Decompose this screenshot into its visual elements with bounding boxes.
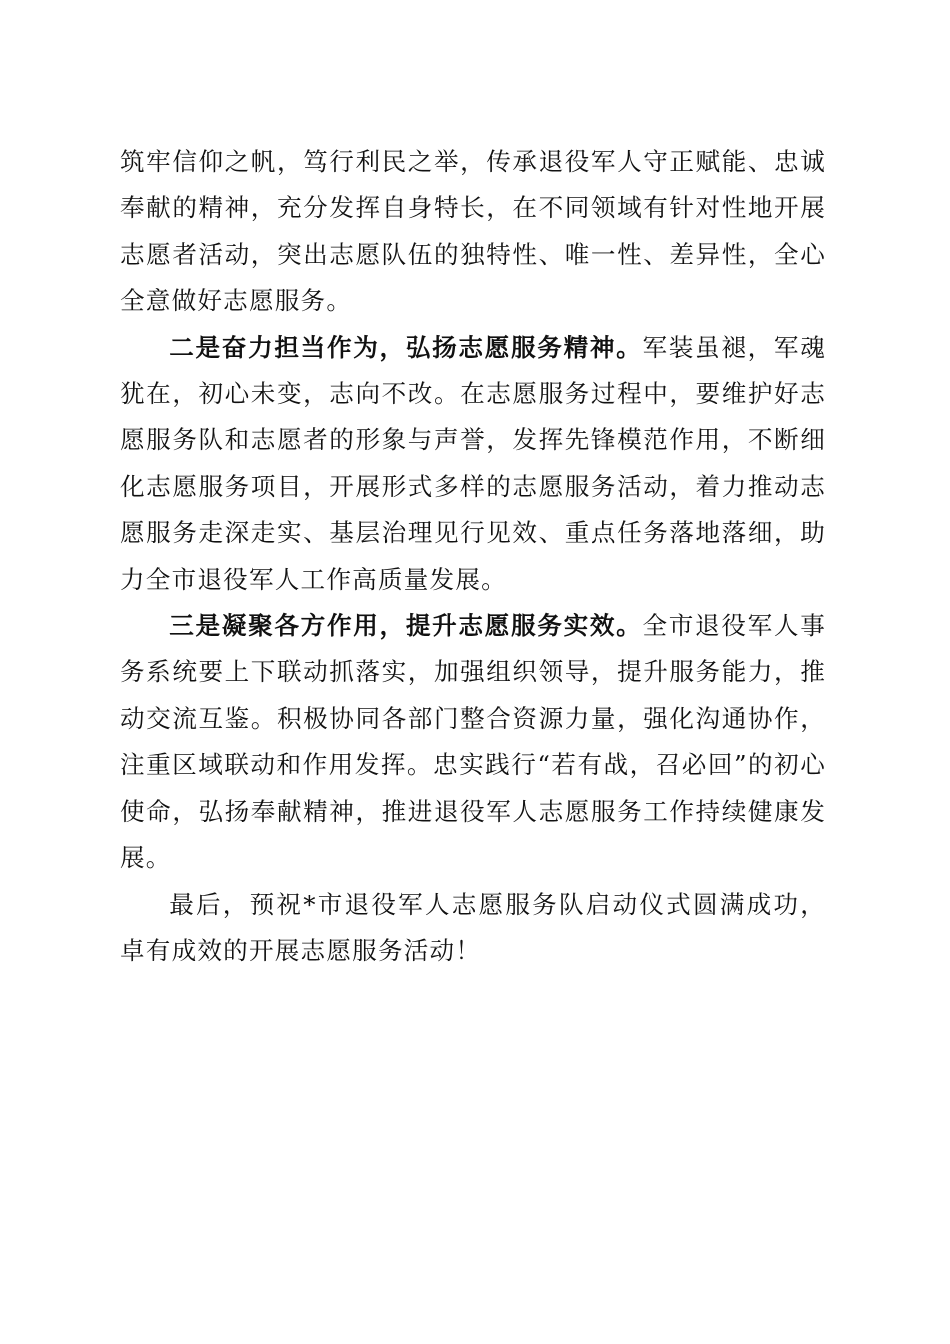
document-body	[120, 139, 826, 974]
paragraph-3-text: 全市退役军人事务系统要上下联动抓落实，加强组织领导，提升服务能力，推动交流互鉴。积极协同各部门整合资源力量，强化沟通协作，注重区域联动和作用发挥。忠实践行“若有战，召必回”的初心使命，弘扬奉献精神，推进退役军人志愿服务工作持续健康发展。	[120, 611, 826, 873]
paragraph-3-lead: 三是凝聚各方作用，提升志愿服务实效。	[169, 611, 643, 641]
paragraph-2-text: 军装虽褪，军魂犹在，初心未变，志向不改。在志愿服务过程中，要维护好志愿服务队和志愿者的形象与声誉，发挥先锋模范作用，不断细化志愿服务项目，开展形式多样的志愿服务活动，着力推动志愿服务走深走实、基层治理见行见效、重点任务落地落细，助力全市退役军人工作高质量发展。	[120, 332, 826, 594]
paragraph-4	[120, 882, 826, 975]
paragraph-2	[120, 325, 826, 603]
paragraph-1	[120, 139, 826, 325]
paragraph-2-lead: 二是奋力担当作为，弘扬志愿服务精神。	[169, 332, 643, 362]
paragraph-3	[120, 603, 826, 881]
paragraph-4-text: 最后，预祝*市退役军人志愿服务队启动仪式圆满成功，卓有成效的开展志愿服务活动！	[120, 889, 826, 965]
paragraph-1-text: 筑牢信仰之帆，笃行利民之举，传承退役军人守正赋能、忠诚奉献的精神，充分发挥自身特长，在不同领域有针对性地开展志愿者活动，突出志愿队伍的独特性、唯一性、差异性，全心全意做好志愿服务。	[120, 147, 826, 316]
